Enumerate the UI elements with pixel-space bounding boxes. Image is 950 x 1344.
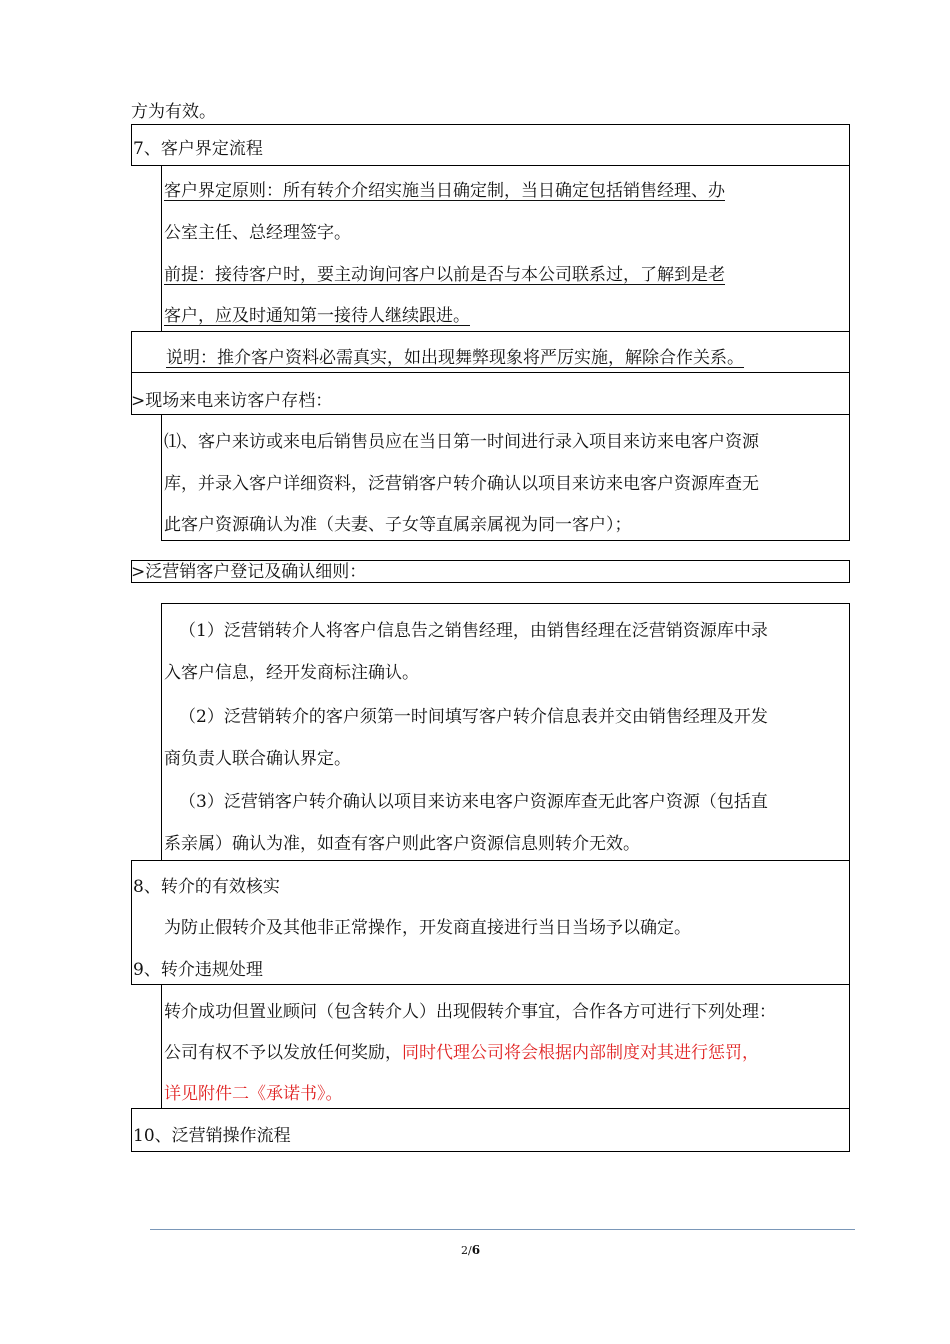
section-10-title: 10、泛营销操作流程 <box>133 1126 291 1146</box>
register-item-1-line-1: （1）泛营销转介人将客户信息告之销售经理，由销售经理在泛营销资源库中录 <box>179 621 768 641</box>
continuation-text: 方为有效。 <box>131 102 216 122</box>
section-9-body-line-2 <box>164 1042 759 1064</box>
section-9-body-line-2-black: 公司有权不予以发放任何奖励， <box>164 1043 402 1063</box>
premise-line-2: 客户，应及时通知第一接待人继续跟进。 <box>164 306 470 326</box>
archive-item-line-1: ⑴、客户来访或来电后销售员应在当日第一时间进行录入项目来访来电客户资源 <box>164 432 759 452</box>
register-item-3-line-2: 系亲属）确认为准，如查有客户则此客户资源信息则转介无效。 <box>164 834 640 854</box>
archive-item-line-3: 此客户资源确认为准（夫妻、子女等直属亲属视为同一客户）； <box>164 515 632 535</box>
principle-line-1: 客户界定原则：所有转介介绍实施当日确定制，当日确定包括销售经理、办 <box>164 181 725 201</box>
archive-heading: >现场来电来访客户存档： <box>131 391 333 411</box>
section-8-body: 为防止假转介及其他非正常操作，开发商直接进行当日当场予以确定。 <box>164 918 691 938</box>
section-9-body-line-2-red: 同时代理公司将会根据内部制度对其进行惩罚， <box>402 1043 759 1063</box>
section-9-body-line-1: 转介成功但置业顾问（包含转介人）出现假转介事宜，合作各方可进行下列处理： <box>164 1002 776 1022</box>
register-heading: >泛营销客户登记及确认细则： <box>131 562 367 582</box>
page-total: 6 <box>471 1243 481 1257</box>
page-current: 2/ <box>461 1244 472 1257</box>
register-item-2-line-2: 商负责人联合确认界定。 <box>164 749 351 769</box>
section-9-title: 9、转介违规处理 <box>133 960 263 980</box>
footer-rule <box>150 1229 855 1230</box>
register-item-3-line-1: （3）泛营销客户转介确认以项目来访来电客户资源库查无此客户资源（包括直 <box>179 792 768 812</box>
register-item-1-line-2: 入客户信息，经开发商标注确认。 <box>164 663 419 683</box>
section-9-body-line-3: 详见附件二《承诺书》。 <box>164 1084 343 1104</box>
section-8-title: 8、转介的有效核实 <box>133 877 280 897</box>
register-item-2-line-1: （2）泛营销转介的客户须第一时间填写客户转介信息表并交由销售经理及开发 <box>179 707 768 727</box>
note-line: 说明：推介客户资料必需真实，如出现舞弊现象将严厉实施，解除合作关系。 <box>166 348 744 368</box>
page-number <box>461 1243 480 1257</box>
premise-line-1: 前提：接待客户时，要主动询问客户以前是否与本公司联系过，了解到是老 <box>164 265 725 285</box>
principle-line-2: 公室主任、总经理签字。 <box>164 223 351 243</box>
section-7-title: 7、客户界定流程 <box>133 139 263 159</box>
archive-item-line-2: 库，并录入客户详细资料，泛营销客户转介确认以项目来访来电客户资源库查无 <box>164 474 759 494</box>
